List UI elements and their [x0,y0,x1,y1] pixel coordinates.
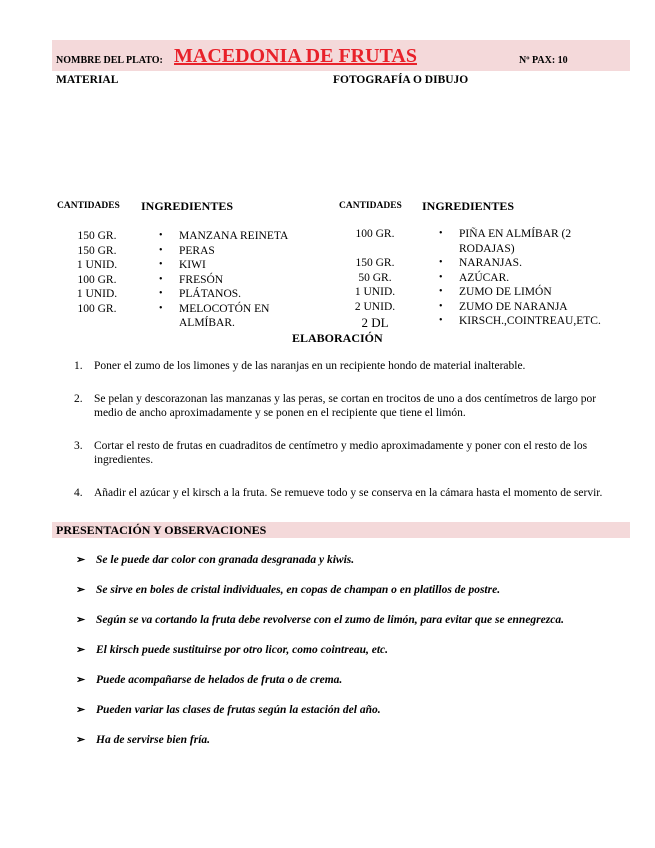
bullet-icon: • [159,302,163,314]
quantity-spacer [340,242,410,257]
arrow-bullet-icon: ➢ [76,644,86,656]
quantity: 1 UNID. [354,286,396,298]
bullet-icon: • [439,315,443,326]
ingredient-item: • NARANJAS. [439,257,522,269]
ingredient-item: • KIWI [159,259,206,271]
ingredient-item: • FRESÓN [159,273,224,286]
ingredient-item: • MELOCOTÓN EN ALMÍBAR. [159,302,270,329]
quantity: 50 GR. [358,271,392,284]
bullet-icon: • [159,288,163,299]
step-item [74,392,614,421]
right-ingredients [439,227,625,329]
step-text: Se pelan y descorazonan las manzanas y las peras, se cortan en trocitos de uno a dos centímetros de largo por medio de ancho aproximadamente y se ponen en el recipiente que tiene el limón. [94,392,597,419]
quantity: 2 UNID. [354,300,396,313]
quantity: 150 GR. [355,257,395,269]
observacion-item: ➢ Ha de servirse bien fría. [76,734,211,746]
bullet-icon: • [159,259,163,270]
step-number: 4. [74,486,83,499]
ingredient-item: • PIÑA EN ALMÍBAR (2 RODAJAS) [439,228,572,255]
step-number: 2. [74,392,83,405]
material-label: MATERIAL [56,74,119,86]
observacion-item: ➢ Pueden variar las clases de frutas según la estación del año. [76,704,381,716]
ingredient-item: • PERAS [159,244,215,257]
quantity: 2 DL [361,315,389,330]
right-quantities [340,227,410,331]
step-text: Poner el zumo de los limones y de las naranjas en un recipiente hondo de material inalterable. [94,360,526,372]
step-item [74,439,614,468]
quantity: 150 GR. [77,244,117,257]
bullet-icon: • [439,286,443,297]
dish-name: MACEDONIA DE FRUTAS [174,45,417,67]
step-text: Cortar el resto de frutas en cuadraditos de centímetro y medio aproximadamente y poner con el resto de los ingredientes. [94,439,588,466]
bullet-icon: • [439,300,443,312]
ingredient-item: • MANZANA REINETA [159,230,289,242]
left-quantities [62,229,132,316]
right-qty-header: CANTIDADES [339,201,402,211]
quantity: 1 UNID. [76,288,118,300]
elaboracion-title: ELABORACIÓN [292,331,383,345]
quantity: 150 GR. [77,230,117,242]
ingredient-item: • KIRSCH.,COINTREAU,ETC. [439,315,601,327]
observacion-item: ➢ El kirsch puede sustituirse por otro licor, como cointreau, etc. [76,644,388,656]
arrow-bullet-icon: ➢ [76,554,86,566]
ingredient-item: • ZUMO DE NARANJA [439,300,568,313]
arrow-bullet-icon: ➢ [76,704,86,716]
bullet-icon: • [439,228,443,239]
bullet-icon: • [159,273,163,285]
step-item [74,486,614,501]
bullet-icon: • [439,257,443,268]
right-ing-header: INGREDIENTES [422,199,515,213]
left-ing-header: INGREDIENTES [141,199,234,213]
ingredient-item: • PLÁTANOS. [159,288,242,300]
step-number: 1. [74,360,83,372]
quantity: 100 GR. [355,228,395,240]
bullet-icon: • [439,271,443,283]
arrow-bullet-icon: ➢ [76,734,86,746]
presentacion-title: PRESENTACIÓN Y OBSERVACIONES [56,523,267,537]
arrow-bullet-icon: ➢ [76,584,86,596]
elaboracion-steps [74,359,614,518]
bullet-icon: • [159,230,163,241]
photo-label: FOTOGRAFÍA O DIBUJO [333,74,469,86]
step-item [74,359,614,374]
arrow-bullet-icon: ➢ [76,614,86,626]
step-text: Añadir el azúcar y el kirsch a la fruta. Se remueve todo y se conserva en la cámara hasta el momento de servir. [94,486,603,499]
ingredient-item: • AZÚCAR. [439,271,510,284]
left-qty-header: CANTIDADES [57,201,120,211]
observacion-item: ➢ Se le puede dar color con granada desgranada y kiwis. [76,554,355,566]
step-number: 3. [74,439,83,452]
bullet-icon: • [159,244,163,256]
arrow-bullet-icon: ➢ [76,674,86,686]
observacion-item: ➢ Puede acompañarse de helados de fruta o de crema. [76,674,343,686]
observacion-item: ➢ Se sirve en boles de cristal individuales, en copas de champan o en platillos de postre. [76,584,501,596]
observacion-item: ➢ Según se va cortando la fruta debe revolverse con el zumo de limón, para evitar que se ennegrezca. [76,614,564,626]
dish-label: NOMBRE DEL PLATO: [56,55,163,66]
quantity: 100 GR. [77,302,117,315]
observaciones-list [76,552,636,762]
quantity: 1 UNID. [76,259,118,271]
left-ingredients [159,229,309,331]
quantity: 100 GR. [77,273,117,286]
ingredient-item: • ZUMO DE LIMÓN [439,286,552,298]
pax-label: Nº PAX: 10 [519,55,568,66]
